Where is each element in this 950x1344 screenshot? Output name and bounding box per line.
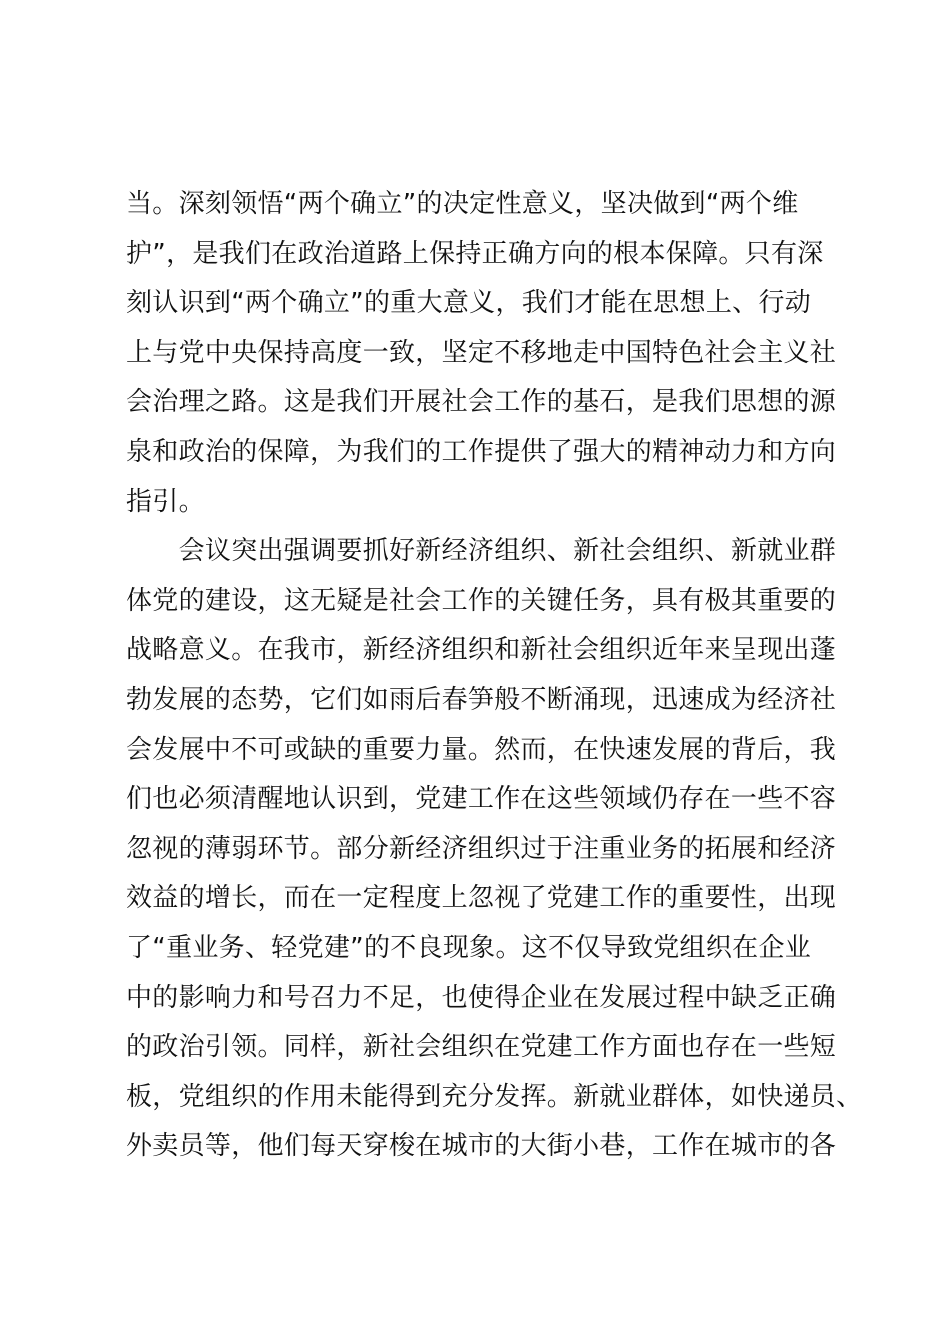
text-line: 护”，是我们在政治道路上保持正确方向的根本保障。只有深	[126, 238, 824, 269]
text-line: 们也必须清醒地认识到，党建工作在这些领域仍存在一些不容	[126, 784, 837, 815]
text-line: 外卖员等，他们每天穿梭在城市的大街小巷，工作在城市的各	[126, 1131, 837, 1162]
text-line: 刻认识到“两个确立”的重大意义，我们才能在思想上、行动	[126, 288, 812, 319]
text-line: 的政治引领。同样，新社会组织在党建工作方面也存在一些短	[126, 1032, 837, 1063]
text-line: 指引。	[126, 486, 205, 517]
text-line: 勃发展的态势，它们如雨后春笋般不断涌现，迅速成为经济社	[126, 684, 837, 715]
text-line: 忽视的薄弱环节。部分新经济组织过于注重业务的拓展和经济	[126, 833, 837, 864]
text-line: 会发展中不可或缺的重要力量。然而，在快速发展的背后，我	[126, 734, 837, 765]
text-line: 战略意义。在我市，新经济组织和新社会组织近年来呈现出蓬	[126, 635, 837, 666]
text-line: 了“重业务、轻党建”的不良现象。这不仅导致党组织在企业	[126, 932, 812, 963]
body-text	[126, 180, 863, 1172]
text-line: 泉和政治的保障，为我们的工作提供了强大的精神动力和方向	[126, 436, 837, 467]
text-line: 当。深刻领悟“两个确立”的决定性意义，坚决做到“两个维	[126, 189, 799, 219]
text-line: 中的影响力和号召力不足，也使得企业在发展过程中缺乏正确	[126, 982, 837, 1013]
text-line: 上与党中央保持高度一致，坚定不移地走中国特色社会主义社	[126, 337, 837, 368]
text-line: 会议突出强调要抓好新经济组织、新社会组织、新就业群	[126, 536, 837, 567]
text-line: 会治理之路。这是我们开展社会工作的基石，是我们思想的源	[126, 387, 837, 418]
text-line: 效益的增长，而在一定程度上忽视了党建工作的重要性，出现	[126, 883, 837, 914]
text-line: 体党的建设，这无疑是社会工作的关键任务，具有极其重要的	[126, 585, 837, 616]
text-line: 板，党组织的作用未能得到充分发挥。新就业群体，如快递员、	[126, 1081, 863, 1112]
